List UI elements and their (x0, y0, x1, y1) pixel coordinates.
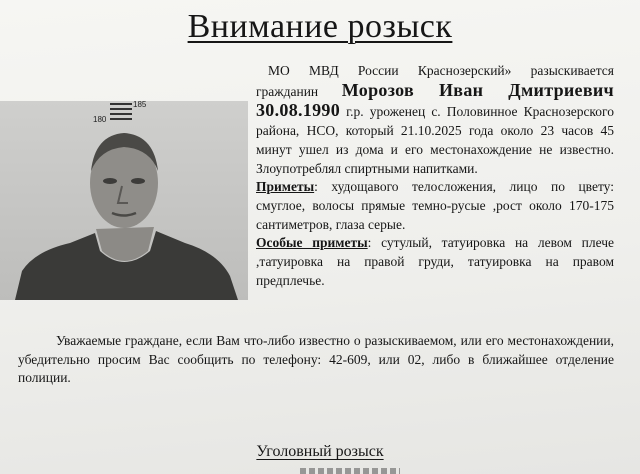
special-signs-text: : сутулый, татуировка на левом плече ,татуировка на правой груди, татуировка на правом предплечье. (256, 235, 615, 288)
department-footer: Уголовный розыск (256, 443, 384, 460)
person-silhouette (0, 101, 248, 300)
cropped-text-line (300, 468, 400, 474)
appeal-body: Уважаемые граждане, если Вам что-либо известно о разыскиваемом, или его местонахождении, убедительно просим Вас сообщить по телефону: 42-609, или 02, либо в ближайшее отделение полиции. (18, 333, 614, 386)
height-mark-185: 185 (133, 101, 147, 109)
suspect-photo (0, 101, 248, 300)
suspect-dob: 30.08.1990 (256, 100, 340, 121)
poster-title: Внимание розыск (187, 8, 453, 45)
notice-text (256, 62, 614, 290)
signs-label: Приметы (256, 179, 315, 195)
appeal-text (18, 332, 614, 388)
notice-lead: МО МВД России Краснозерский» разыскивается гражданин (256, 63, 614, 99)
signs-text: : худощавого телосложения, лицо по цвету: смуглое, волосы прямые темно-русые ,рост около 170-175 сантиметров, глаза серые. (256, 179, 614, 232)
suspect-name: Морозов Иван Дмитриевич (341, 79, 614, 100)
notice-body: г.р. уроженец с. Половинное Краснозерского района, НСО, который 21.10.2025 года около 23 часов 45 минут ушел из дома и его местонахождение не известно. Злоупотреблял спиртными напитками. (256, 104, 615, 176)
height-mark-180: 180 (93, 115, 107, 124)
special-signs-label: Особые приметы (256, 235, 368, 251)
